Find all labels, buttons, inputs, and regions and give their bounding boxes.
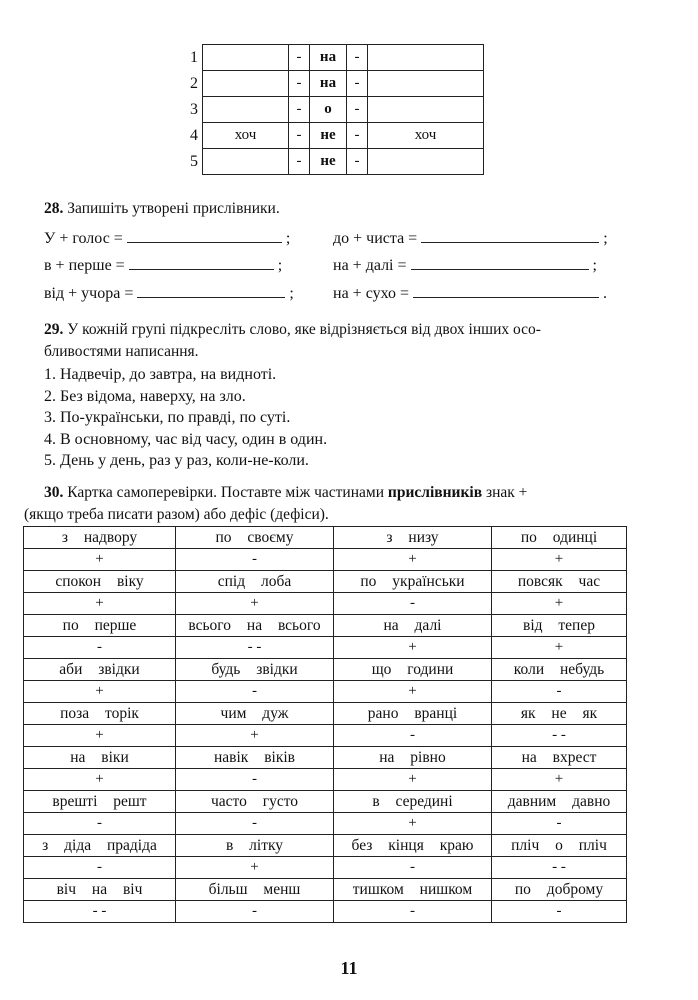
equation-right: на + далі = ; [333, 257, 597, 274]
word-cell: віч на віч [24, 879, 176, 901]
word-cell: будь звідки [176, 659, 334, 681]
top-table-row [180, 45, 484, 71]
mark-cell[interactable]: - [176, 769, 334, 791]
cell-dash: - [289, 45, 310, 71]
cell-dash: - [289, 149, 310, 175]
word-cell: що години [334, 659, 492, 681]
row-number: 5 [190, 152, 198, 170]
mark-cell[interactable]: + [24, 725, 176, 747]
row-number: 3 [190, 100, 198, 118]
top-table-row [180, 71, 484, 97]
answer-blank[interactable] [137, 296, 285, 298]
mark-cell[interactable]: + [334, 681, 492, 703]
row-number: 2 [190, 74, 198, 92]
mark-cell[interactable]: + [492, 637, 627, 659]
word-cell: по перше [24, 615, 176, 637]
mark-cell[interactable]: - [334, 593, 492, 615]
list-item: 5. День у день, раз у раз, коли-не-коли. [44, 452, 309, 469]
mark-cell[interactable]: - [24, 857, 176, 879]
cell-dash: - [347, 71, 368, 97]
cell-dash: - [347, 123, 368, 149]
mark-cell[interactable]: + [176, 593, 334, 615]
top-table-row [180, 149, 484, 175]
mark-row [24, 725, 627, 747]
word-row [24, 747, 627, 769]
word-cell: з діда прадіда [24, 835, 176, 857]
mark-cell[interactable]: + [334, 813, 492, 835]
mark-cell[interactable]: - [492, 901, 627, 923]
mark-cell[interactable]: - - [24, 901, 176, 923]
top-table [180, 44, 484, 175]
word-cell: по своєму [176, 527, 334, 549]
answer-blank[interactable] [127, 241, 282, 243]
word-cell: врешті решт [24, 791, 176, 813]
row-number: 1 [190, 48, 198, 66]
word-cell: на вхрест [492, 747, 627, 769]
answer-blank[interactable] [413, 296, 599, 298]
cell-middle: на [310, 71, 347, 97]
answer-blank[interactable] [411, 268, 589, 270]
mark-cell[interactable]: + [176, 725, 334, 747]
task-30-heading: 30. Картка самоперевірки. Поставте між частинами прислівників знак + (якщо треба писати разом) або дефіс (дефіси). [24, 484, 528, 523]
answer-blank[interactable] [421, 241, 599, 243]
word-cell: на рівно [334, 747, 492, 769]
task-28-heading [44, 198, 280, 220]
word-row [24, 615, 627, 637]
word-cell: давним давно [492, 791, 627, 813]
word-cell: на далі [334, 615, 492, 637]
word-cell: повсяк час [492, 571, 627, 593]
word-cell: аби звідки [24, 659, 176, 681]
task-29-heading: 29. У кожній групі підкресліть слово, яке відрізняється від двох інших осо- бливостями написання. [44, 321, 541, 360]
cell-left[interactable]: хоч [203, 123, 289, 149]
mark-cell[interactable]: - - [492, 857, 627, 879]
mark-cell[interactable]: - [24, 813, 176, 835]
mark-row [24, 637, 627, 659]
word-row [24, 571, 627, 593]
word-row [24, 527, 627, 549]
word-cell: рано вранці [334, 703, 492, 725]
list-item: 2. Без відома, наверху, на зло. [44, 387, 246, 405]
mark-cell[interactable]: + [24, 681, 176, 703]
word-cell: поза торік [24, 703, 176, 725]
word-cell: тишком нишком [334, 879, 492, 901]
word-cell: в середині [334, 791, 492, 813]
word-cell: навік віків [176, 747, 334, 769]
mark-cell[interactable]: - - [176, 637, 334, 659]
word-cell: чим дуж [176, 703, 334, 725]
mark-cell[interactable]: + [334, 769, 492, 791]
cell-dash: - [347, 97, 368, 123]
mark-row [24, 549, 627, 571]
word-cell: з низу [334, 527, 492, 549]
word-cell: на віки [24, 747, 176, 769]
mark-row [24, 813, 627, 835]
mark-cell[interactable]: - [176, 681, 334, 703]
word-cell: спокон віку [24, 571, 176, 593]
task-29-list [44, 364, 327, 472]
mark-cell[interactable]: - - [492, 725, 627, 747]
row-number: 4 [190, 126, 198, 144]
equation-left: в + перше = ; [44, 257, 283, 274]
word-cell: без кінця краю [334, 835, 492, 857]
mark-cell[interactable]: - [492, 681, 627, 703]
cell-middle: о [310, 97, 347, 123]
mark-cell[interactable]: + [24, 769, 176, 791]
answer-blank[interactable] [129, 268, 274, 270]
word-row [24, 835, 627, 857]
mark-cell[interactable]: - [24, 637, 176, 659]
mark-row [24, 681, 627, 703]
mark-cell[interactable]: + [176, 857, 334, 879]
word-row [24, 791, 627, 813]
word-row [24, 659, 627, 681]
word-cell: пліч о пліч [492, 835, 627, 857]
cell-left[interactable] [203, 71, 289, 97]
cell-middle: на [310, 45, 347, 71]
cell-dash: - [347, 149, 368, 175]
mark-cell[interactable]: + [24, 593, 176, 615]
cell-dash: - [347, 45, 368, 71]
word-cell: від тепер [492, 615, 627, 637]
cell-right[interactable]: хоч [368, 123, 484, 149]
list-item: 1. Надвечір, до завтра, на видноті. [44, 366, 277, 383]
word-cell: спід лоба [176, 571, 334, 593]
mark-row [24, 857, 627, 879]
mark-cell[interactable]: - [176, 901, 334, 923]
cell-dash: - [289, 71, 310, 97]
self-check-table [23, 526, 627, 923]
mark-row [24, 593, 627, 615]
word-cell: часто густо [176, 791, 334, 813]
mark-cell[interactable]: + [492, 549, 627, 571]
mark-cell[interactable]: - [334, 901, 492, 923]
mark-cell[interactable]: - [176, 813, 334, 835]
page-number: 11 [340, 958, 358, 978]
mark-cell[interactable]: + [492, 593, 627, 615]
cell-left[interactable] [203, 149, 289, 175]
cell-right[interactable] [368, 149, 484, 175]
equation-right: на + сухо = . [333, 285, 607, 302]
word-row [24, 879, 627, 901]
task-number: 28. [44, 200, 64, 217]
cell-left[interactable] [203, 45, 289, 71]
cell-right[interactable] [368, 71, 484, 97]
word-cell: по одинці [492, 527, 627, 549]
mark-cell[interactable]: + [24, 549, 176, 571]
mark-row [24, 769, 627, 791]
mark-row [24, 901, 627, 923]
word-row [24, 703, 627, 725]
cell-middle: не [310, 149, 347, 175]
word-cell: більш менш [176, 879, 334, 901]
word-cell: по українськи [334, 571, 492, 593]
task-text: Запишіть утворені прислівники. [67, 200, 280, 217]
list-item: 3. По-українськи, по правді, по суті. [44, 409, 291, 426]
equation-left: У + голос = ; [44, 230, 291, 247]
word-cell: по доброму [492, 879, 627, 901]
word-cell: як не як [492, 703, 627, 725]
word-cell: всього на всього [176, 615, 334, 637]
cell-middle: не [310, 123, 347, 149]
mark-cell[interactable]: - [492, 813, 627, 835]
cell-dash: - [289, 97, 310, 123]
mark-cell[interactable]: - [334, 857, 492, 879]
cell-right[interactable] [368, 45, 484, 71]
list-item: 4. В основному, час від часу, один в один. [44, 430, 328, 448]
word-cell: в літку [176, 835, 334, 857]
word-cell: з надвору [24, 527, 176, 549]
equation-right: до + чиста = ; [333, 230, 608, 247]
equation-left: від + учора = ; [44, 285, 294, 302]
cell-dash: - [289, 123, 310, 149]
word-cell: коли небудь [492, 659, 627, 681]
mark-cell[interactable]: + [334, 549, 492, 571]
mark-cell[interactable]: + [492, 769, 627, 791]
cell-left[interactable] [203, 97, 289, 123]
mark-cell[interactable]: - [176, 549, 334, 571]
cell-right[interactable] [368, 97, 484, 123]
top-table-row [180, 123, 484, 149]
top-table-row [180, 97, 484, 123]
mark-cell[interactable]: - [334, 725, 492, 747]
mark-cell[interactable]: + [334, 637, 492, 659]
